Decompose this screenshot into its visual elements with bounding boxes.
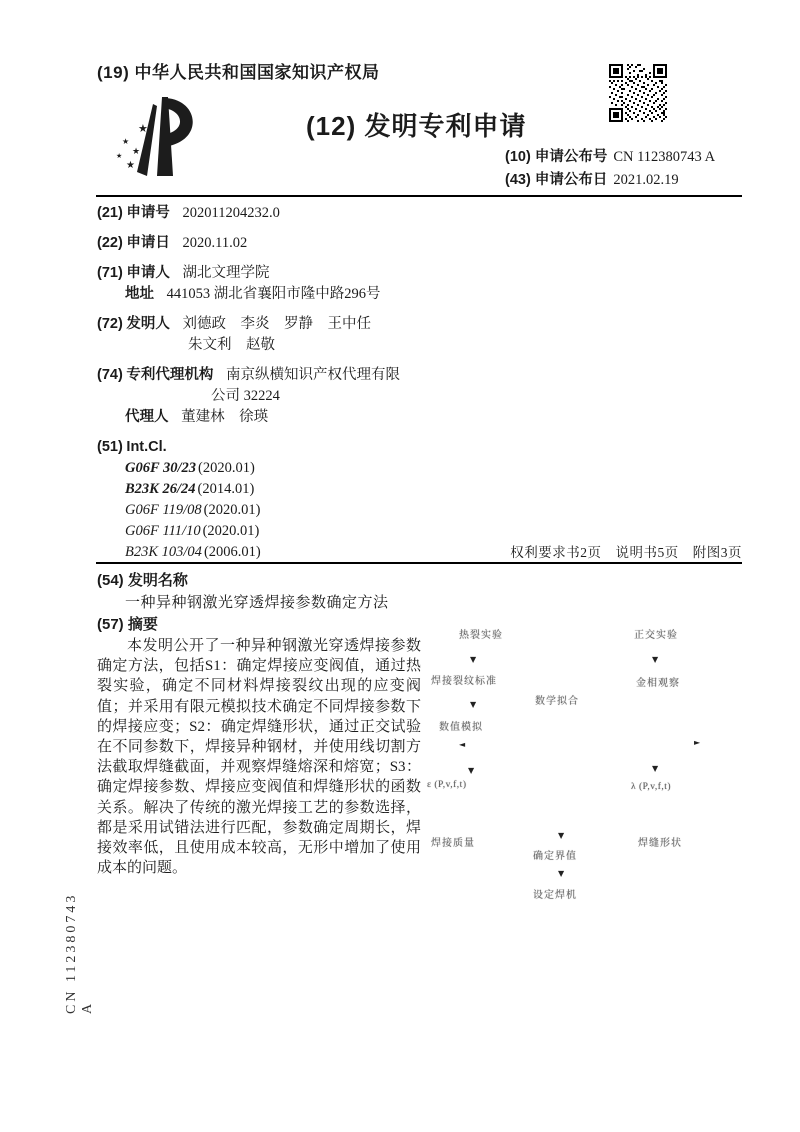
biblio-divider (96, 562, 742, 564)
pub-number-value: CN 112380743 A (613, 149, 716, 165)
flow-node-numerical-simulation: 数值模拟 (439, 722, 483, 733)
arrow-down-icon: ▼ (470, 655, 477, 664)
pub-date-line (505, 169, 715, 192)
agent-value: 董建林 徐瑛 (181, 409, 269, 425)
intcl-entry: B23K 26/24 (2014.01) (125, 481, 255, 497)
svg-text:★: ★ (126, 160, 135, 171)
field-label: 申请号 (126, 205, 170, 221)
arrow-left-icon: ◄ (459, 740, 466, 749)
field-value: 202011204232.0 (182, 205, 280, 221)
field-code: (74) (97, 367, 123, 383)
pub-date-value: 2021.02.19 (613, 172, 679, 188)
agency-line1: 南京纵横知识产权代理有限 (226, 367, 401, 383)
flow-node-crack-standard: 焊接裂纹标准 (431, 676, 497, 687)
inventors-line2: 朱文利 赵敬 (188, 337, 275, 353)
flow-node-strain-function: ε (P,v,f,t) (427, 780, 467, 790)
side-publication-number: CN 112380743 A (64, 892, 95, 1014)
field-code: (51) (97, 439, 123, 455)
address-label: 地址 (125, 286, 154, 302)
qr-code (607, 64, 669, 122)
arrow-down-icon: ▼ (470, 700, 477, 709)
field-inventors (97, 314, 437, 356)
flow-node-metallographic-observation: 金相观察 (636, 678, 680, 689)
field-label: 发明人 (126, 316, 170, 332)
intcl-label: Int.Cl. (126, 439, 167, 455)
agency-line2: 公司 32224 (211, 388, 280, 404)
svg-text:★: ★ (116, 152, 123, 160)
field-value: 湖北文理学院 (182, 265, 270, 281)
arrow-down-icon: ▼ (468, 766, 475, 775)
field-application-number (97, 203, 437, 224)
field-value: 2020.11.02 (182, 235, 248, 251)
svg-text:★: ★ (122, 137, 130, 146)
intcl-entry: G06F 119/08 (2020.01) (125, 502, 261, 518)
agent-label: 代理人 (125, 409, 169, 425)
field-code: (71) (97, 265, 123, 281)
intcl-entry: G06F 30/23 (2020.01) (125, 460, 255, 476)
field-code: (72) (97, 316, 123, 332)
header-divider (96, 195, 742, 197)
flow-node-math-fitting: 数学拟合 (535, 696, 579, 707)
pub-date-label: (43) 申请公布日 (505, 172, 608, 188)
flow-node-weld-shape: 焊缝形状 (638, 838, 682, 849)
svg-text:★: ★ (138, 122, 148, 135)
title-section-label: (54) 发明名称 (97, 572, 188, 589)
invention-title: 一种异种钢激光穿透焊接参数确定方法 (125, 595, 389, 611)
field-label: 申请日 (126, 235, 170, 251)
field-label: 专利代理机构 (126, 367, 214, 383)
abstract-section-label: (57) 摘要 (97, 616, 158, 633)
arrow-right-icon: ► (694, 738, 701, 747)
flow-node-shape-function: λ (P,v,f,t) (631, 782, 672, 792)
flow-node-set-welder: 设定焊机 (533, 890, 577, 901)
arrow-down-icon: ▼ (652, 764, 659, 773)
field-code: (21) (97, 205, 123, 221)
arrow-down-icon: ▼ (652, 655, 659, 664)
pages-info: 权利要求书2页 说明书5页 附图3页 (510, 545, 742, 560)
pub-number-label: (10) 申请公布号 (505, 149, 608, 165)
address-value: 441053 湖北省襄阳市隆中路296号 (166, 286, 381, 302)
field-applicant (97, 263, 437, 305)
intcl-entry: B23K 103/04 (2006.01) (125, 544, 261, 560)
flow-node-determine-bounds: 确定界值 (533, 851, 577, 862)
field-intcl (97, 437, 437, 563)
abstract-text: 本发明公开了一种异种钢激光穿透焊接参数确定方法，包括S1：确定焊接应变阀值，通过热裂实验，确定不同材料焊接裂纹出现的应变阀值；并采用有限元模拟技术确定不同焊接参数下的焊接应变；S2：确定焊缝形状，通过正交试验在不同参数下，焊接异种钢材，并使用线切割方法截取焊缝截面，并观察焊缝熔深和熔宽；S3：确定焊接参数、焊接应变阀值和焊缝形状的函数关系。解决了传统的激光焊接工艺的参数选择，都是采用试错法进行匹配，参数确定周期长，焊接效率低，且使用成本较高，无形中增加了使用成本的问题。 (97, 638, 421, 877)
flow-node-weld-quality: 焊接质量 (431, 838, 475, 849)
arrow-down-icon: ▼ (558, 831, 565, 840)
svg-text:★: ★ (132, 147, 141, 157)
field-application-date (97, 233, 437, 254)
pub-number-line (505, 146, 715, 169)
field-agency (97, 365, 437, 428)
cnipa-logo (110, 92, 222, 190)
intcl-entry: G06F 111/10 (2020.01) (125, 523, 260, 539)
flow-node-orthogonal-experiment: 正交实验 (634, 630, 678, 641)
field-label: 申请人 (126, 265, 170, 281)
inventors-line1: 刘德政 李炎 罗静 王中任 (182, 316, 372, 332)
doc-type-title: (12) 发明专利申请 (306, 111, 527, 141)
field-code: (22) (97, 235, 123, 251)
publication-block (505, 146, 715, 192)
biblio-fields (97, 203, 437, 572)
logo-left-wedge (137, 104, 157, 176)
flow-node-hot-crack-experiment: 热裂实验 (459, 630, 503, 641)
arrow-down-icon: ▼ (558, 869, 565, 878)
office-name: (19) 中华人民共和国国家知识产权局 (97, 63, 380, 82)
